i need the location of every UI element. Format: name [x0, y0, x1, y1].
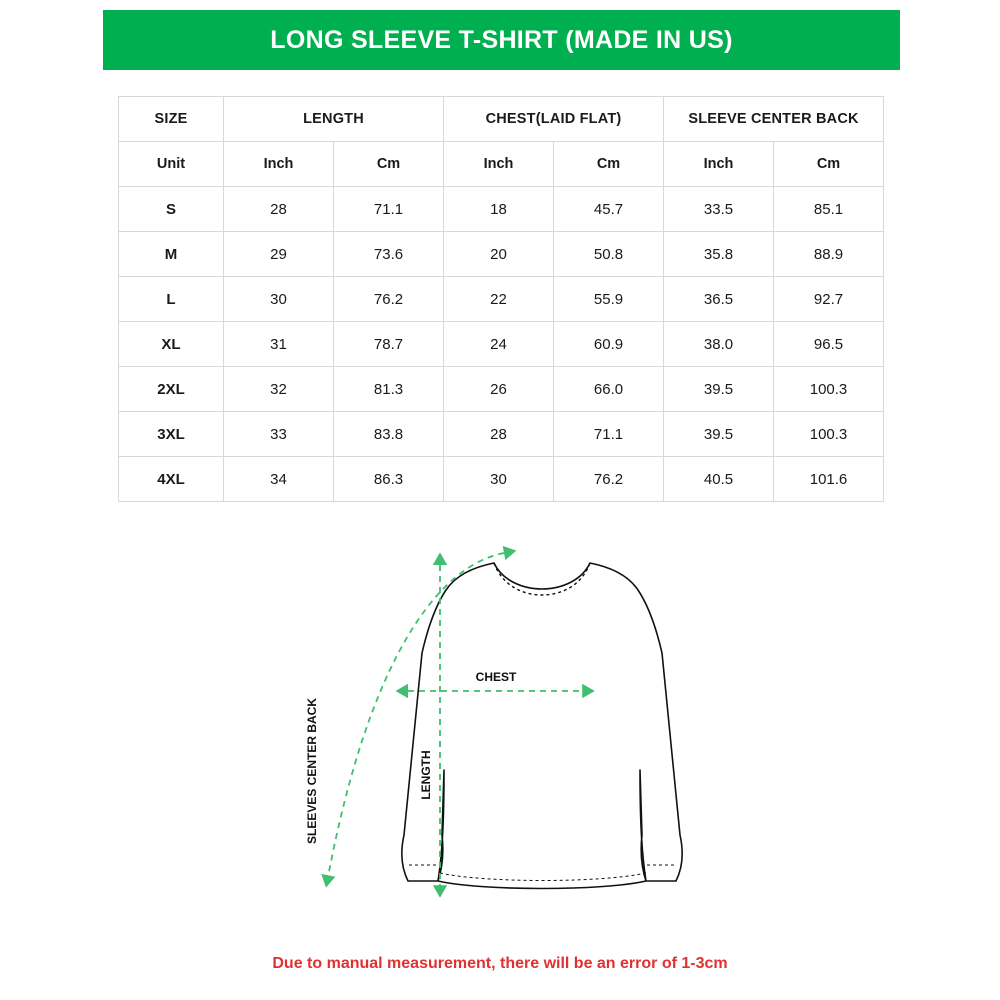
cell-chest-inch: 28 [444, 412, 554, 457]
group-header-length: LENGTH [224, 97, 444, 142]
group-header-sleeve: SLEEVE CENTER BACK [664, 97, 884, 142]
cell-length-inch: 30 [224, 277, 334, 322]
cell-chest-cm: 50.8 [554, 232, 664, 277]
cell-size: XL [119, 322, 224, 367]
cell-length-cm: 81.3 [334, 367, 444, 412]
size-table-container [118, 96, 883, 502]
cell-chest-cm: 76.2 [554, 457, 664, 502]
cell-length-inch: 28 [224, 187, 334, 232]
cell-sleeve-inch: 39.5 [664, 367, 774, 412]
cell-sleeve-inch: 33.5 [664, 187, 774, 232]
unit-chest-cm: Cm [554, 142, 664, 187]
table-row [119, 367, 884, 412]
table-row [119, 232, 884, 277]
cell-size: 4XL [119, 457, 224, 502]
cell-chest-inch: 26 [444, 367, 554, 412]
cell-chest-cm: 55.9 [554, 277, 664, 322]
cell-sleeve-cm: 88.9 [774, 232, 884, 277]
cell-length-cm: 86.3 [334, 457, 444, 502]
cell-sleeve-inch: 40.5 [664, 457, 774, 502]
cell-size: M [119, 232, 224, 277]
cell-length-inch: 31 [224, 322, 334, 367]
cell-length-inch: 32 [224, 367, 334, 412]
page-title: LONG SLEEVE T-SHIRT (MADE IN US) [270, 25, 733, 54]
table-row [119, 322, 884, 367]
cell-sleeve-inch: 38.0 [664, 322, 774, 367]
cell-length-inch: 33 [224, 412, 334, 457]
cell-chest-inch: 18 [444, 187, 554, 232]
cell-chest-inch: 30 [444, 457, 554, 502]
cell-size: S [119, 187, 224, 232]
table-row [119, 277, 884, 322]
cell-sleeve-cm: 100.3 [774, 412, 884, 457]
cell-chest-inch: 20 [444, 232, 554, 277]
cell-length-cm: 78.7 [334, 322, 444, 367]
cell-size: L [119, 277, 224, 322]
cell-sleeve-cm: 85.1 [774, 187, 884, 232]
unit-sleeve-inch: Inch [664, 142, 774, 187]
cell-sleeve-cm: 101.6 [774, 457, 884, 502]
sleeves-center-back-label: SLEEVES CENTER BACK [305, 697, 319, 845]
cell-length-inch: 34 [224, 457, 334, 502]
cell-sleeve-cm: 100.3 [774, 367, 884, 412]
cell-length-inch: 29 [224, 232, 334, 277]
chest-label: CHEST [475, 670, 517, 684]
header-banner [103, 10, 900, 70]
cell-length-cm: 71.1 [334, 187, 444, 232]
table-row [119, 412, 884, 457]
table-head [119, 97, 884, 142]
cell-size: 2XL [119, 367, 224, 412]
cell-chest-cm: 45.7 [554, 187, 664, 232]
unit-sleeve-cm: Cm [774, 142, 884, 187]
cell-size: 3XL [119, 412, 224, 457]
garment-measurement-diagram [250, 535, 750, 925]
cell-length-cm: 83.8 [334, 412, 444, 457]
table-row [119, 457, 884, 502]
table-body [119, 142, 884, 502]
cell-length-cm: 73.6 [334, 232, 444, 277]
table-unit-row [119, 142, 884, 187]
cell-sleeve-inch: 35.8 [664, 232, 774, 277]
size-table [118, 96, 884, 502]
unit-length-inch: Inch [224, 142, 334, 187]
group-header-size: SIZE [119, 97, 224, 142]
length-label: LENGTH [419, 750, 433, 800]
cell-sleeve-cm: 92.7 [774, 277, 884, 322]
cell-sleeve-inch: 39.5 [664, 412, 774, 457]
cell-chest-inch: 24 [444, 322, 554, 367]
unit-chest-inch: Inch [444, 142, 554, 187]
cell-sleeve-cm: 96.5 [774, 322, 884, 367]
cell-chest-cm: 66.0 [554, 367, 664, 412]
cell-chest-inch: 22 [444, 277, 554, 322]
cell-sleeve-inch: 36.5 [664, 277, 774, 322]
measurement-disclaimer: Due to manual measurement, there will be an error of 1-3cm [272, 955, 728, 972]
table-row [119, 187, 884, 232]
cell-chest-cm: 60.9 [554, 322, 664, 367]
shirt-outline [402, 563, 682, 889]
cell-chest-cm: 71.1 [554, 412, 664, 457]
unit-label: Unit [119, 142, 224, 187]
unit-length-cm: Cm [334, 142, 444, 187]
cell-length-cm: 76.2 [334, 277, 444, 322]
group-header-chest: CHEST(LAID FLAT) [444, 97, 664, 142]
table-group-header-row [119, 97, 884, 142]
